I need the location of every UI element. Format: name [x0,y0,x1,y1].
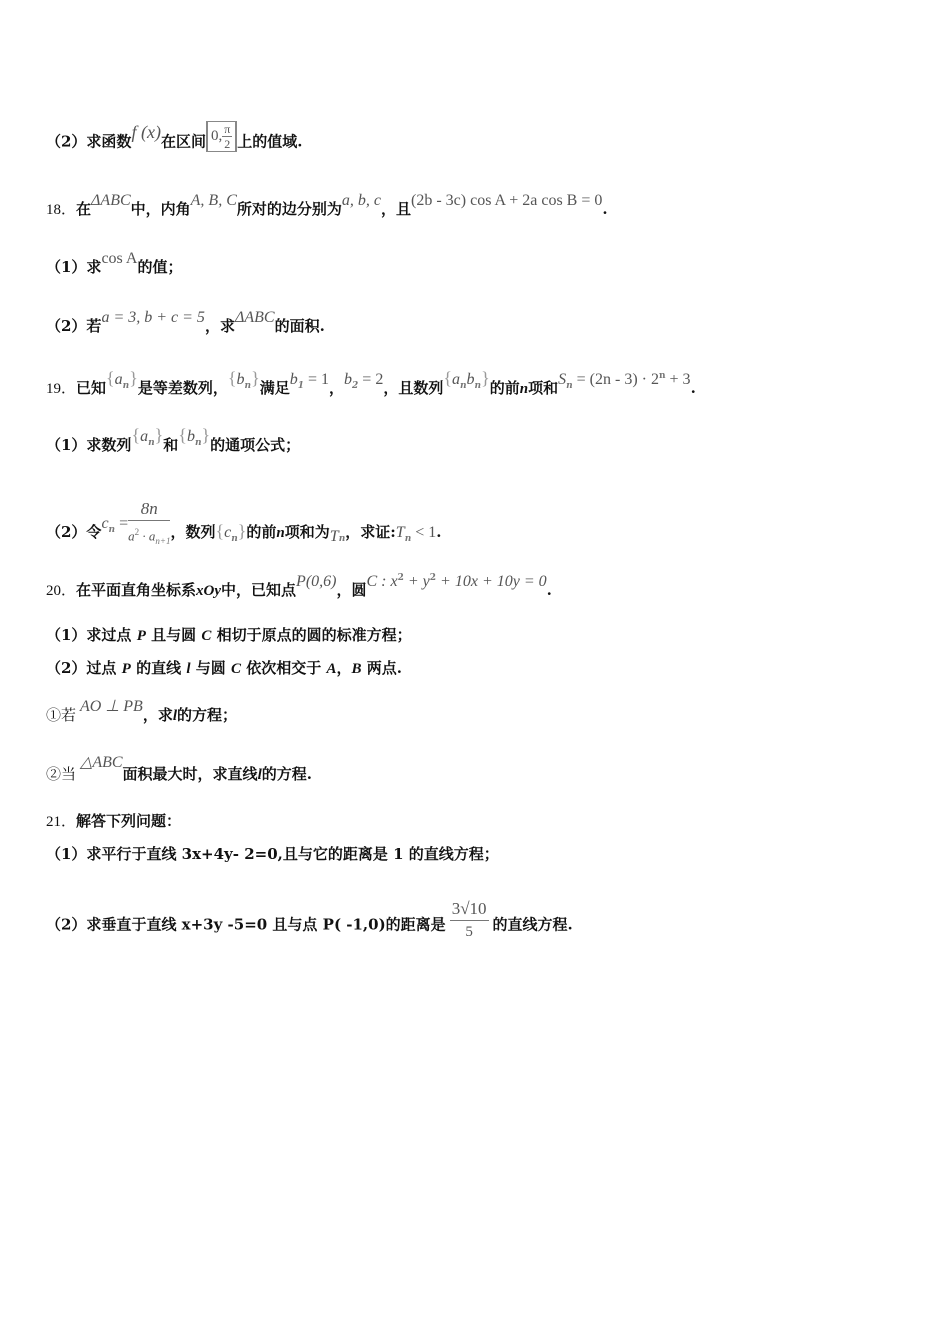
math-condition: (2b - 3c) cos A + 2a cos B = 0 [411,192,603,209]
p20-s2: ②当△ABC面积最大时，求直线l的方程. [46,754,312,783]
p20-stem: 20．在平面直角坐标系xOy中，已知点P(0,6)，圆C : $x^2 + y^2 + 10x + 10y = 0$. [46,573,552,599]
math-seq-anbn: $\{a_nb_n\}$ [443,368,490,391]
p20-q2: （2）过点 P 的直线 l 与圆 C 依次相交于 A，B 两点. [46,659,402,677]
math-fx: f (x) [131,121,161,142]
math-seq-a: $\{a_n\}$ [131,425,164,448]
p19-q2: （2）令$c_n$ = $\frac{8n}{a^2 \cdot a_{n+1}}$ ，数列$\{c_n\}$的前n项和为$T_n$，求证$:T_n < 1$. [46,499,442,546]
math-interval: 0, $\frac{\pi}{2}$ [206,121,237,152]
p19-stem: 19．已知$\{a_n\}$是等差数列，$\{b_n\}$满足$b_1 = 1$，$b_2 = 2$，且数列$\{a_nb_n\}$的前n项和$S_n = (2n - 3) \cdot 2^n + 3$. [46,368,696,397]
p18-stem: 18．在ΔABC中，内角A, B, C所对的边分别为a, b, c，且(2b - 3c) cos A + 2a cos B = 0. [46,192,608,218]
p20-s1: ①若 AO ⊥ PB，求l的方程； [46,698,238,724]
p18-q1: （1）求cos A的值； [46,250,183,276]
math-Tn: T [329,527,339,545]
math-angles: A, B, C [190,192,237,209]
p18-q2: （2）若a = 3, b + c = 5，求ΔABC的面积. [46,309,325,335]
math-triangle: ΔABC [91,192,131,209]
p21-q2: （2）求垂直于直线 x+3y -5=0 且与点 P( -1,0)的距离是 $\frac{3√10}{5}$ 的直线方程. [46,903,573,948]
math-seq-c: $\{c_n\}$ [215,520,247,544]
math-seq-b: $\{b_n\}$ [178,425,211,448]
p17-q2: （2）求函数f (x)在区间 0, $\frac{\pi}{2}$ 上的值域. [46,121,303,151]
p21-stem: 21．解答下列问题： [46,812,182,830]
p19-q1: （1）求数列$\{a_n\}$和$\{b_n\}$的通项公式； [46,425,301,454]
math-given: a = 3, b + c = 5 [101,309,205,326]
math-triangle: ΔABC [234,309,275,326]
math-sides: a, b, c [341,192,381,209]
math-circle-C: C : $x^2 + y^2 + 10x + 10y = 0$ [366,573,547,590]
math-fraction: $\frac{3√10}{5}$ [451,899,487,940]
math-b1: $b_1 = 1$ [289,371,330,391]
math-perp: AO ⊥ PB [80,698,143,715]
math-Tn: T [395,523,405,541]
p21-q1: （1）求平行于直线 3x+4y- 2=0,且与它的距离是 1 的直线方程； [46,845,499,863]
math-triangle: △ABC [80,754,123,771]
math-point-P: P(0,6) [296,573,337,590]
math-cosA: cos A [101,250,138,267]
math-b2: $b_2 = 2$ [344,371,384,391]
math-seq-b: $\{b_n\}$ [227,368,260,391]
math-seq-a: $\{a_n\}$ [106,368,138,391]
math-Sn: $S_n = (2n - 3) \cdot 2^n + 3$ [558,371,691,391]
math-cn-def: $c_n$ = $\frac{8n}{a^2 \cdot a_{n+1}}$ [101,499,171,546]
p20-q1: （1）求过点 P 且与圆 C 相切于原点的圆的标准方程； [46,626,412,644]
